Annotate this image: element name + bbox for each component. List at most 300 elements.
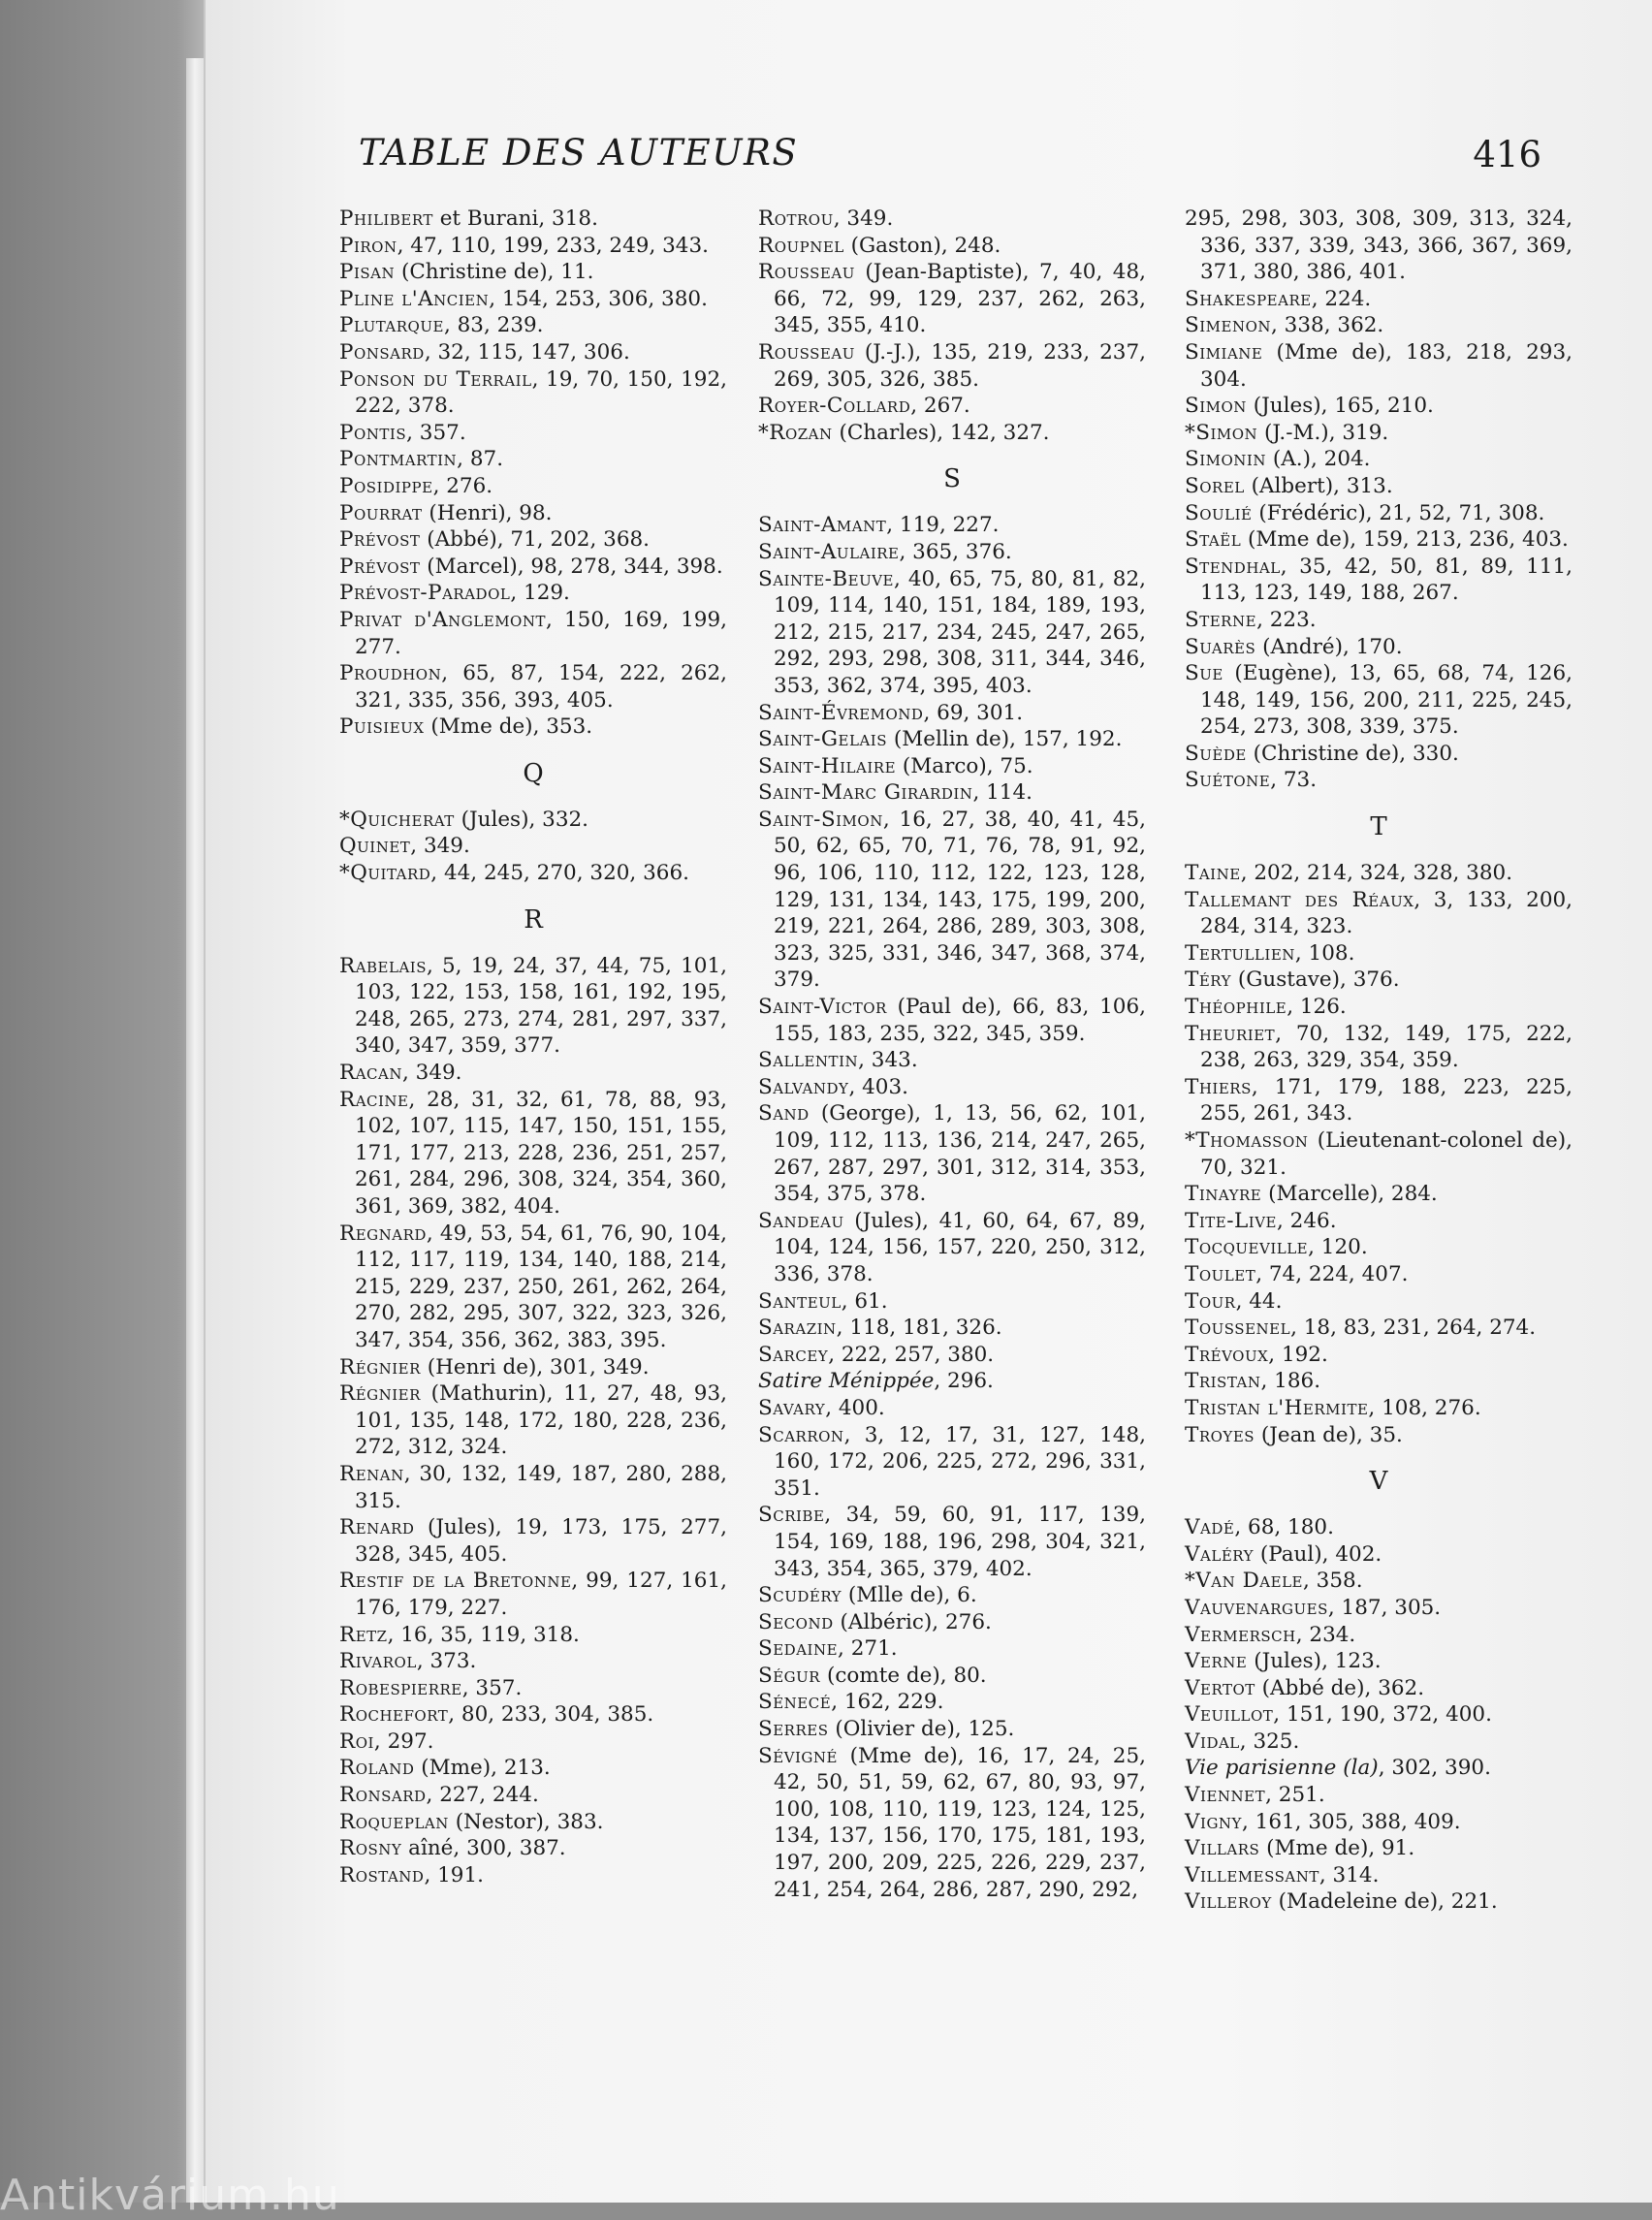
index-entry — [339, 339, 727, 366]
author-name: Posidippe — [339, 473, 433, 498]
index-entry — [1185, 1595, 1573, 1622]
index-entry — [1185, 1675, 1573, 1702]
author-name: Rivarol — [339, 1649, 417, 1674]
author-name: Suarès — [1185, 634, 1256, 659]
index-entry — [1185, 446, 1573, 473]
page-references: , 314. — [1318, 1862, 1380, 1887]
author-name: Salvandy — [758, 1074, 849, 1099]
page-references: (comte de), 80. — [820, 1663, 987, 1688]
author-name: *Van Daele — [1185, 1569, 1303, 1594]
page-references: , 349. — [833, 206, 894, 231]
author-name: Sarazin — [758, 1316, 837, 1341]
author-name: Veuillot — [1185, 1702, 1274, 1728]
index-entry — [758, 1315, 1146, 1342]
author-name: Retz — [339, 1622, 388, 1647]
author-name: Tite-Live — [1185, 1208, 1277, 1233]
page-references: , 49, 53, 54, 61, 76, 90, 104, 112, 117, 119, 134, 140, 188, 214, 215, 229, 237, 250, 261, 262, 264, 270, 282, 295, 307, 322, 323, 326, 347, 354, 356, 362, 383, 395. — [355, 1221, 727, 1352]
page-references: , 69, 301. — [923, 700, 1024, 725]
index-entry — [1185, 1622, 1573, 1649]
page-references: , 126. — [1287, 995, 1347, 1020]
author-name: Rousseau — [758, 260, 855, 285]
page-references: (Mathurin), 11, 27, 48, 93, 101, 135, 148, 172, 180, 228, 236, 272, 312, 324. — [355, 1381, 727, 1460]
page-references: , 83, 239. — [443, 313, 544, 338]
page-references: (Henri de), 301, 349. — [420, 1354, 650, 1380]
page-references: , 65, 87, 154, 222, 262, 321, 335, 356, 393, 405. — [355, 661, 727, 713]
page-references: (Mellin de), 157, 192. — [887, 727, 1123, 752]
author-name: Ségur — [758, 1663, 821, 1688]
author-name: Sévigné — [758, 1743, 838, 1768]
author-name: Vermersch — [1185, 1622, 1296, 1647]
author-name: Quinet — [339, 834, 411, 859]
index-entry — [339, 953, 727, 1060]
page-references: (Marco), 75. — [896, 753, 1033, 778]
index-entry — [339, 833, 727, 860]
author-name: Simonin — [1185, 447, 1266, 472]
page-references: , 161, 305, 388, 409. — [1241, 1809, 1461, 1834]
index-entry — [758, 339, 1146, 393]
author-name: Savary — [758, 1395, 826, 1420]
page-references: , 108, 276. — [1368, 1395, 1481, 1420]
author-name: Villemessant — [1185, 1862, 1319, 1887]
page-references: (Abbé), 71, 202, 368. — [420, 527, 651, 553]
page-references: , 187, 305. — [1327, 1595, 1442, 1620]
page-references: (Abbé de), 362. — [1255, 1675, 1425, 1700]
author-name: *Rozan — [758, 420, 833, 445]
author-name: Rousseau — [758, 339, 855, 365]
author-name: Simiane — [1185, 339, 1263, 365]
page-references: , 373. — [416, 1649, 477, 1674]
index-entry — [1185, 1888, 1573, 1916]
index-entry — [339, 1809, 727, 1836]
page-references: (J.-J.), 135, 219, 233, 237, 269, 305, 326, 385. — [774, 339, 1146, 392]
page-references: , 302, 390. — [1378, 1756, 1491, 1781]
page-references: (Mme de), 91. — [1259, 1836, 1415, 1861]
page-references: , 191. — [424, 1862, 484, 1887]
index-entry — [758, 807, 1146, 994]
page-references: 295, 298, 303, 308, 309, 313, 324, 336, 337, 339, 343, 366, 367, 369, 371, 380, 386, 401. — [1185, 206, 1573, 285]
page-references: (Albéric), 276. — [833, 1609, 992, 1634]
author-name: Rochefort — [339, 1702, 449, 1728]
author-name: Tinayre — [1185, 1182, 1262, 1207]
page-references: (Mme de), 16, 17, 24, 25, 42, 50, 51, 59, 62, 67, 80, 93, 97, 100, 108, 110, 119, 123, 124, 125, 134, 137, 156, 170, 175, 181, 193, 197, 200, 209, 225, 226, 229, 237, 241, 254, 264, 286, 287, 290, 292, — [774, 1743, 1146, 1902]
author-name: Saint-Simon — [758, 807, 883, 832]
index-entry — [758, 233, 1146, 260]
index-entry — [758, 566, 1146, 700]
author-name: Trévoux — [1185, 1342, 1269, 1367]
page-references: , 400. — [825, 1395, 885, 1420]
author-name: *Thomasson — [1185, 1128, 1309, 1153]
author-name: Saint-Amant — [758, 513, 887, 538]
author-name: Plutarque — [339, 313, 444, 338]
index-entry — [1185, 607, 1573, 634]
index-entry — [1185, 312, 1573, 339]
index-entry — [1185, 1782, 1573, 1809]
author-name: Roland — [339, 1756, 415, 1781]
index-entry — [1185, 1208, 1573, 1235]
index-entry — [1185, 1422, 1573, 1449]
index-entry — [1185, 1127, 1573, 1181]
page-references: (Frédéric), 21, 52, 71, 308. — [1252, 500, 1545, 525]
index-entry — [758, 1395, 1146, 1422]
author-name: Troyes — [1185, 1422, 1255, 1447]
index-entry — [339, 660, 727, 714]
index-entry — [758, 779, 1146, 807]
index-entry — [1185, 634, 1573, 661]
author-name: Théophile — [1185, 995, 1287, 1020]
page-references: , 343. — [858, 1048, 918, 1073]
page-references: , 349. — [410, 834, 470, 859]
page-references: , 365, 376. — [899, 539, 1012, 564]
page-references: (Gustave), 376. — [1231, 967, 1400, 993]
page-references: (A.), 204. — [1266, 447, 1371, 472]
page-references: , 99, 127, 161, 176, 179, 227. — [355, 1569, 727, 1620]
index-entry — [1185, 393, 1573, 420]
page-references: , 114. — [972, 780, 1032, 806]
section-letter: R — [524, 904, 543, 935]
page-references: (Nestor), 383. — [448, 1809, 604, 1834]
index-entry — [1185, 206, 1573, 286]
author-name: Rotrou — [758, 206, 834, 231]
page-references: , 129. — [510, 581, 570, 606]
author-name: Proudhon — [339, 661, 442, 686]
index-entry — [1185, 473, 1573, 500]
author-name: Philibert — [339, 206, 433, 231]
author-name: Racine — [339, 1087, 409, 1112]
author-name: Piron — [339, 233, 397, 258]
page-title: TABLE DES AUTEURS — [359, 132, 799, 174]
index-entry — [339, 554, 727, 581]
index-entry — [758, 393, 1146, 420]
page-references: , 403. — [848, 1074, 908, 1099]
author-name: Saint-Gelais — [758, 727, 888, 752]
page-header — [359, 132, 1541, 190]
index-entry — [1185, 1862, 1573, 1889]
index-entry — [339, 206, 727, 233]
index-entry — [339, 312, 727, 339]
index-entry — [758, 1288, 1146, 1316]
section-letter: S — [943, 464, 961, 494]
index-entry — [758, 1663, 1146, 1690]
page-references: (Marcel), 98, 278, 344, 398. — [420, 554, 723, 579]
index-entry — [758, 206, 1146, 233]
author-name: Sarcey — [758, 1342, 829, 1367]
author-name: Prévost — [339, 554, 421, 579]
index-entry — [1185, 1755, 1573, 1782]
watermark: Antikvárium.hu — [0, 2171, 340, 2220]
index-entry — [1185, 887, 1573, 940]
index-column-2 — [758, 206, 1146, 1903]
page-references: , 3, 12, 17, 31, 127, 148, 160, 172, 206, 225, 272, 296, 331, 351. — [774, 1422, 1146, 1501]
index-entry — [758, 753, 1146, 780]
author-name: Toussenel — [1185, 1316, 1291, 1341]
author-name: Ponson du Terrail — [339, 366, 532, 392]
author-name: Régnier — [339, 1354, 421, 1380]
author-name: Suétone — [1185, 768, 1271, 793]
author-name: Sallentin — [758, 1048, 859, 1073]
index-entry — [1185, 994, 1573, 1021]
page-references: (Henri), 98. — [422, 500, 553, 525]
index-entry — [1185, 1074, 1573, 1127]
author-name: Restif de la Bretonne — [339, 1569, 572, 1594]
author-name: *Simon — [1185, 420, 1258, 445]
index-entry — [758, 259, 1146, 339]
page-references: (Paul), 402. — [1254, 1541, 1382, 1567]
author-name: Pontis — [339, 420, 407, 445]
page-references: , 246. — [1276, 1208, 1337, 1233]
index-entry — [758, 1743, 1146, 1904]
author-name: Simon — [1185, 394, 1247, 419]
index-entry — [1185, 1288, 1573, 1316]
author-name: Tristan l'Hermite — [1185, 1395, 1369, 1420]
page-references: , 120. — [1308, 1235, 1368, 1260]
page-references: , 202, 214, 324, 328, 380. — [1240, 861, 1513, 886]
page-references: , 19, 70, 150, 192, 222, 378. — [355, 366, 727, 419]
index-entry — [758, 726, 1146, 753]
page-references: , 349. — [401, 1061, 462, 1086]
page-references: et Burani, 318. — [432, 206, 598, 231]
index-entry — [758, 1609, 1146, 1636]
author-name: Tristan — [1185, 1369, 1261, 1394]
index-entry — [1185, 1234, 1573, 1261]
index-entry — [1185, 1514, 1573, 1541]
index-entry — [339, 1648, 727, 1675]
author-name: Vertot — [1185, 1675, 1255, 1700]
author-name: Saint-Marc Girardin — [758, 780, 973, 806]
author-name: Roqueplan — [339, 1809, 449, 1834]
page-references: , 223. — [1256, 607, 1317, 632]
page-references: , 251. — [1265, 1783, 1325, 1808]
author-name: Privat d'Anglemont — [339, 607, 546, 632]
author-name: Shakespeare — [1185, 286, 1312, 311]
page-references: (Olivier de), 125. — [828, 1717, 1015, 1742]
index-entry — [339, 1675, 727, 1702]
author-name: *Quitard — [339, 861, 431, 886]
index-entry — [339, 860, 727, 887]
page-references: (Jules), 41, 60, 64, 67, 89, 104, 124, 156, 157, 220, 250, 312, 336, 378. — [774, 1208, 1146, 1286]
index-entry — [758, 1635, 1146, 1663]
page-references: , 119, 227. — [886, 513, 1000, 538]
page-references: (Mlle de), 6. — [842, 1583, 977, 1608]
author-name: Tertullien — [1185, 940, 1295, 966]
page-references: , 171, 179, 188, 223, 225, 255, 261, 343. — [1200, 1074, 1573, 1126]
index-entry — [339, 1354, 727, 1381]
index-entry — [339, 366, 727, 420]
index-entry — [1185, 1568, 1573, 1595]
index-entry — [339, 526, 727, 554]
index-entry — [758, 1074, 1146, 1101]
page-references: , 222, 257, 380. — [828, 1342, 995, 1367]
page-references: , 118, 181, 326. — [836, 1316, 1002, 1341]
page-references: , 47, 110, 199, 233, 249, 343. — [397, 233, 709, 258]
author-name: Tocqueville — [1185, 1235, 1309, 1260]
author-name: Rosny — [339, 1836, 402, 1861]
page-references: , 5, 19, 24, 37, 44, 75, 101, 103, 122, 153, 158, 161, 192, 195, 248, 265, 273, 274, 281, 297, 337, 340, 347, 359, 377. — [355, 953, 727, 1059]
index-entry — [1185, 554, 1573, 607]
page-references: , 357. — [461, 1675, 523, 1700]
page-references: (Jules), 165, 210. — [1246, 394, 1434, 419]
page-references: , 357. — [406, 420, 466, 445]
page-references: (Lieutenant-colonel de), 70, 321. — [1200, 1128, 1573, 1180]
index-entry — [758, 512, 1146, 539]
index-entry — [1185, 420, 1573, 447]
author-name: Téry — [1185, 967, 1232, 993]
index-entry — [339, 807, 727, 834]
page-references: , 16, 27, 38, 40, 41, 45, 50, 62, 65, 70, 71, 76, 78, 91, 92, 96, 106, 110, 112, 122, 123, 128, 129, 131, 134, 143, 175, 199, 200, 219, 221, 264, 286, 289, 303, 308, 323, 325, 331, 346, 347, 368, 374, 379. — [774, 807, 1146, 993]
page-references: , 192. — [1268, 1342, 1328, 1367]
author-name: Sedaine — [758, 1636, 839, 1662]
page-number: 416 — [1473, 134, 1541, 175]
author-name: Roupnel — [758, 233, 844, 258]
author-name: Rabelais — [339, 953, 427, 978]
author-name: Vigny — [1185, 1809, 1242, 1834]
author-name: Puisieux — [339, 714, 425, 740]
index-entry — [339, 259, 727, 286]
page-references: , 234. — [1295, 1622, 1356, 1647]
index-entry — [1185, 1701, 1573, 1728]
page-references: , 151, 190, 372, 400. — [1273, 1702, 1492, 1728]
index-entry — [1185, 1835, 1573, 1862]
page-references: , 28, 31, 32, 61, 78, 88, 93, 102, 107, 115, 147, 150, 151, 155, 171, 177, 213, 228, 236, 251, 257, 261, 284, 296, 308, 324, 354, 360, 361, 369, 382, 404. — [355, 1087, 727, 1219]
index-entry — [339, 1087, 727, 1221]
index-column-1 — [339, 206, 727, 1888]
author-name: Rostand — [339, 1862, 425, 1887]
page-references: (Christine de), 330. — [1246, 741, 1459, 766]
author-name: Verne — [1185, 1649, 1248, 1674]
page-references: , 154, 253, 306, 380. — [489, 286, 708, 311]
author-name: Theuriet — [1185, 1021, 1276, 1046]
index-entry — [339, 1622, 727, 1649]
index-entry — [1185, 286, 1573, 313]
author-name: Taine — [1185, 861, 1241, 886]
author-name: Prévost-Paradol — [339, 581, 511, 606]
section-letter: V — [1369, 1467, 1388, 1497]
index-entry — [1185, 339, 1573, 393]
author-name: Ronsard — [339, 1783, 427, 1808]
index-entry — [339, 286, 727, 313]
index-entry — [1185, 940, 1573, 967]
author-name: Staël — [1185, 527, 1242, 553]
page-references: (Christine de), 11. — [395, 260, 594, 285]
index-entry — [758, 1208, 1146, 1288]
page-references: (Charles), 142, 327. — [832, 420, 1050, 445]
page-references: (Jean-Baptiste), 7, 40, 48, 66, 72, 99, 129, 237, 262, 263, 345, 355, 410. — [774, 260, 1146, 338]
page-references: (George), 1, 13, 56, 62, 101, 109, 112, 113, 136, 214, 247, 265, 267, 287, 297, 301, 312, 314, 353, 354, 375, 378. — [774, 1101, 1146, 1207]
index-entry — [1185, 741, 1573, 768]
page-references: , 227, 244. — [426, 1783, 539, 1808]
index-entry — [1185, 1541, 1573, 1569]
page-references: , 150, 169, 199, 277. — [355, 607, 728, 659]
author-name: Serres — [758, 1717, 829, 1742]
author-name: Sand — [758, 1101, 810, 1126]
index-entry — [339, 1461, 727, 1514]
author-name: Viennet — [1185, 1783, 1266, 1808]
author-name: Saint-Aulaire — [758, 539, 900, 564]
author-name: Tallemant des Réaux — [1185, 887, 1414, 912]
index-entry — [339, 1060, 727, 1087]
author-name: Vadé — [1185, 1515, 1235, 1540]
page-references: , 44. — [1235, 1288, 1283, 1314]
author-name: *Quicherat — [339, 807, 455, 832]
page-references: , 40, 65, 75, 80, 81, 82, 109, 114, 140, 151, 184, 189, 193, 212, 215, 217, 234, 245, 247, 265, 292, 293, 298, 308, 311, 344, 346, 353, 362, 374, 395, 403. — [774, 566, 1146, 698]
index-entry — [339, 420, 727, 447]
author-name: Vidal — [1185, 1728, 1240, 1754]
page-references: , 87. — [457, 447, 504, 472]
index-entry — [1185, 1648, 1573, 1675]
index-entry — [1185, 1395, 1573, 1422]
page-references: (Albert), 313. — [1244, 473, 1393, 498]
index-entry — [339, 1835, 727, 1862]
page-references: (Marcelle), 284. — [1261, 1182, 1438, 1207]
index-entry — [1185, 1809, 1573, 1836]
author-name: Sterne — [1185, 607, 1257, 632]
page-references: , 108. — [1294, 940, 1355, 966]
page-references: , 80, 233, 304, 385. — [448, 1702, 654, 1728]
page-references: , 224. — [1311, 286, 1372, 311]
index-entry — [339, 1514, 727, 1568]
author-name: Renard — [339, 1515, 415, 1540]
author-name: Sainte-Beuve — [758, 566, 895, 591]
author-name: Soulié — [1185, 500, 1253, 525]
page-references: , 3, 133, 200, 284, 314, 323. — [1200, 887, 1573, 939]
index-entry — [758, 994, 1146, 1047]
index-entry — [339, 1380, 727, 1461]
author-name: Saint-Évremond — [758, 700, 924, 725]
index-entry — [758, 1047, 1146, 1074]
author-name: Simenon — [1185, 313, 1272, 338]
index-entry — [339, 580, 727, 607]
index-entry — [339, 1221, 727, 1354]
index-entry — [1185, 767, 1573, 794]
index-entry — [339, 607, 727, 660]
author-name: Roi — [339, 1728, 374, 1754]
index-entry — [339, 500, 727, 527]
index-entry — [1185, 1315, 1573, 1342]
page-references: , 68, 180. — [1234, 1515, 1334, 1540]
index-entry — [1185, 860, 1573, 887]
index-entry — [758, 1716, 1146, 1743]
index-entry — [339, 1782, 727, 1809]
index-entry — [1185, 1368, 1573, 1395]
page-references: , 297. — [373, 1728, 434, 1754]
author-name: Toulet — [1185, 1261, 1256, 1286]
index-entry — [339, 446, 727, 473]
author-name: Pourrat — [339, 500, 423, 525]
page-references: (Jean de), 35. — [1255, 1422, 1403, 1447]
index-entry — [1185, 1021, 1573, 1074]
author-name: Pline l'Ancien — [339, 286, 490, 311]
page-references: (Jules), 19, 173, 175, 277, 328, 345, 405. — [355, 1515, 727, 1567]
page-references: , 32, 115, 147, 306. — [424, 339, 630, 365]
author-name: Sorel — [1185, 473, 1245, 498]
author-name: Pisan — [339, 260, 396, 285]
index-entry — [758, 1502, 1146, 1582]
author-name: Scarron — [758, 1422, 844, 1447]
page-references: , 186. — [1260, 1369, 1321, 1394]
page-references: , 16, 35, 119, 318. — [387, 1622, 580, 1647]
author-name: Saint-Victor — [758, 995, 887, 1020]
index-entry — [758, 539, 1146, 566]
page-references: , 30, 132, 149, 187, 280, 288, 315. — [355, 1461, 727, 1513]
index-entry — [758, 1342, 1146, 1369]
work-title: Vie parisienne (la) — [1185, 1756, 1379, 1781]
author-name: Stendhal — [1185, 554, 1281, 579]
page-references: , 73. — [1270, 768, 1318, 793]
index-entry — [339, 233, 727, 260]
author-name: Saint-Hilaire — [758, 753, 897, 778]
page-references: (Paul de), 66, 83, 106, 155, 183, 235, 322, 345, 359. — [774, 995, 1146, 1046]
index-entry — [1185, 1181, 1573, 1208]
work-title: Satire Ménippée — [758, 1369, 935, 1394]
